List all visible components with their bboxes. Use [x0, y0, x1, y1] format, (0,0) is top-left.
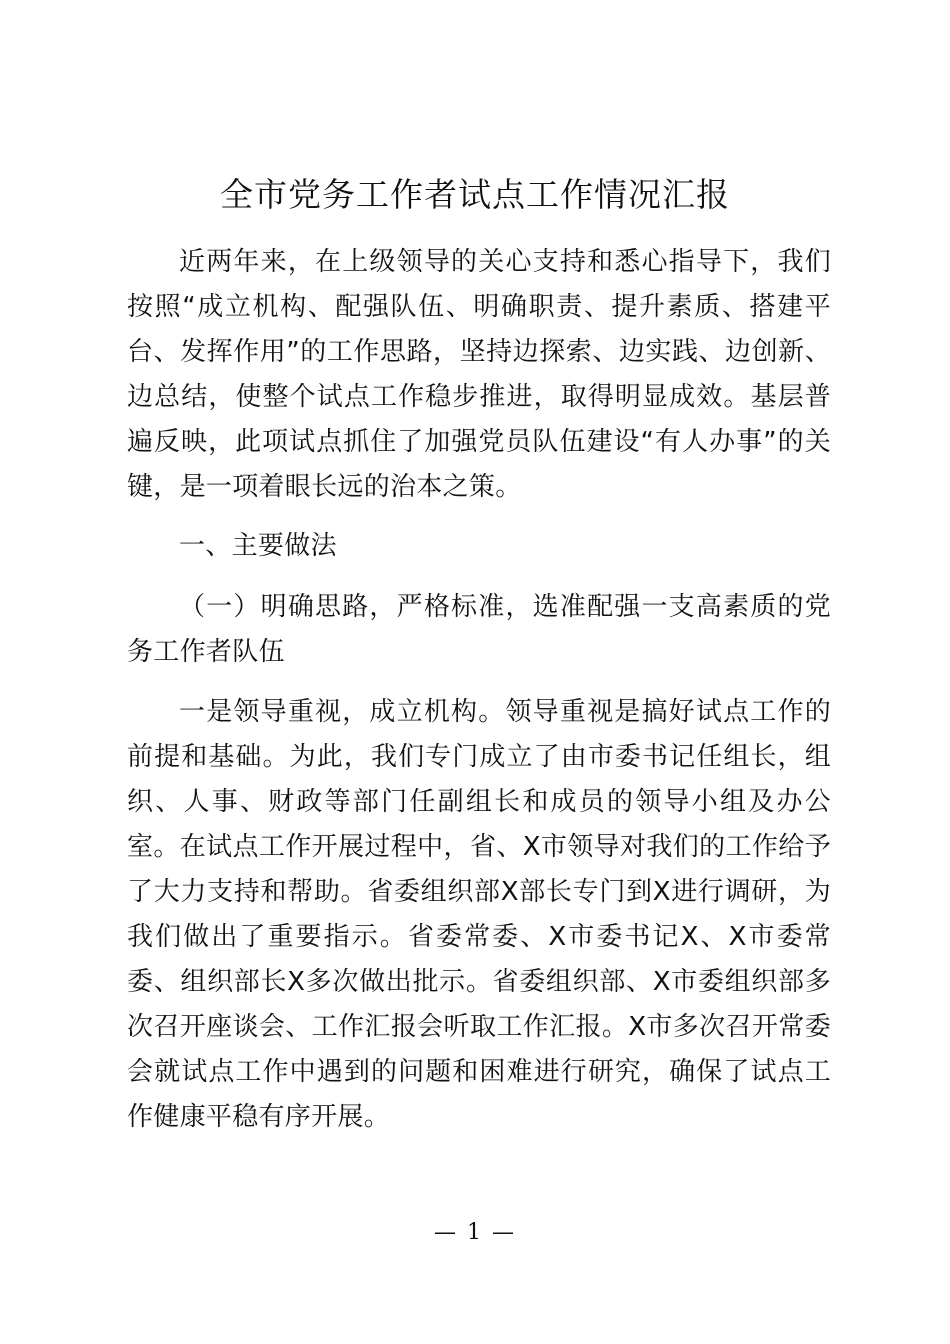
section-heading: 一、主要做法 [179, 531, 337, 561]
body-paragraph: 一是领导重视，成立机构。领导重视是搞好试点工作的前提和基础。为此，我们专门成立了由市委书记任组长，组织、人事、财政等部门任副组长和成员的领导小组及办公室。在试点工作开展过程中，省、X市领导对我们的工作给予了大力支持和帮助。省委组织部X部长专门到X进行调研，为我们做出了重要指示。省委常委、X市委书记X、X市委常委、组织部长X多次做出批示。省委组织部、X市委组织部多次召开座谈会、工作汇报会听取工作汇报。X市多次召开常委会就试点工作中遇到的问题和困难进行研究，确保了试点工作健康平稳有序开展。 [127, 697, 831, 1132]
subsection-heading: （一）明确思路，严格标准，选准配强一支高素质的党务工作者队伍 [127, 592, 831, 667]
intro-paragraph: 近两年来，在上级领导的关心支持和悉心指导下，我们按照“成立机构、配强队伍、明确职责、提升素质、搭建平台、发挥作用”的工作思路，坚持边探索、边实践、边创新、边总结，使整个试点工作稳步推进，取得明显成效。基层普遍反映，此项试点抓住了加强党员队伍建设“有人办事”的关键，是一项着眼长远的治本之策。 [127, 247, 831, 502]
page-number: — 1 — [434, 1220, 516, 1245]
document-title: 全市党务工作者试点工作情况汇报 [220, 175, 730, 214]
